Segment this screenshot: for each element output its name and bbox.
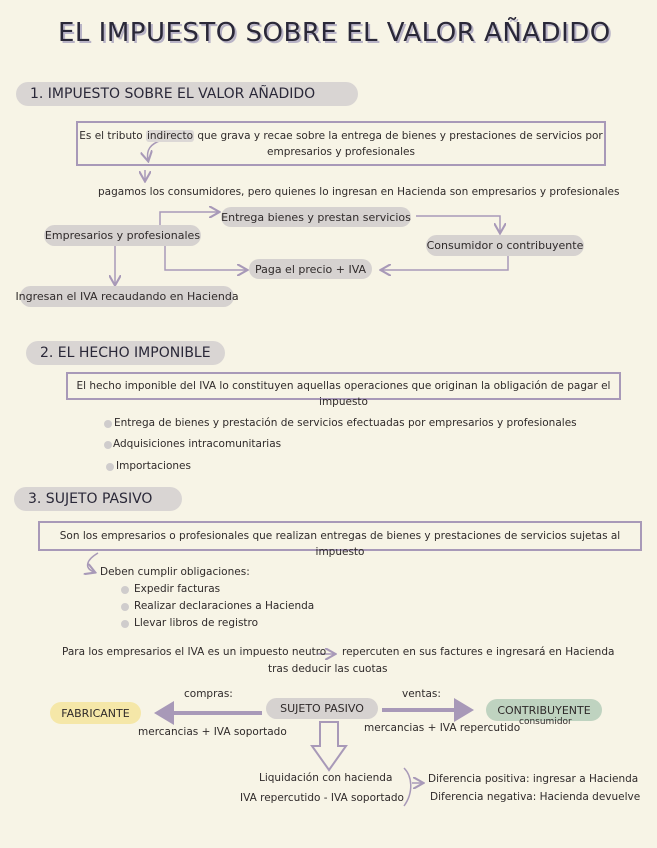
s1-definition-box bbox=[76, 121, 606, 166]
s3-neutro-c: tras deducir las cuotas bbox=[268, 663, 388, 675]
bracket-arrow bbox=[404, 768, 411, 806]
s1-def-pre: Es el tributo bbox=[79, 130, 146, 142]
s3-liquidacion: Liquidación con hacienda bbox=[259, 772, 393, 784]
s3-definition-box: Son los empresarios o profesionales que realizan entregas de bienes y prestaciones de servicios sujetas al impuesto bbox=[38, 521, 642, 551]
pill-empresarios: Empresarios y profesionales bbox=[44, 225, 201, 246]
pill-ingresan: Ingresan el IVA recaudando en Hacienda bbox=[20, 286, 234, 307]
pill-consumidor: Consumidor o contribuyente bbox=[426, 235, 584, 256]
s3-formula: IVA repercutido - IVA soportado bbox=[240, 792, 404, 804]
s2-bullet-1: Entrega de bienes y prestación de servicios efectuadas por empresarios y profesionales bbox=[114, 417, 577, 429]
s2-definition-box: El hecho imponible del IVA lo constituyen aquellas operaciones que originan la obligación de pagar el impuesto bbox=[66, 372, 621, 400]
curl-arrow-3 bbox=[88, 553, 98, 572]
s3-positiva: Diferencia positiva: ingresar a Hacienda bbox=[428, 773, 639, 785]
page-title: EL IMPUESTO SOBRE EL VALOR AÑADIDO bbox=[58, 18, 611, 48]
s2-bullet-3: Importaciones bbox=[116, 460, 191, 472]
pill-sujeto-pasivo: SUJETO PASIVO bbox=[266, 698, 378, 719]
section-3-heading: 3. SUJETO PASIVO bbox=[14, 487, 182, 511]
section-2-heading: 2. EL HECHO IMPONIBLE bbox=[26, 341, 225, 365]
s1-def-post: que grava y recae sobre la entrega de bienes y prestaciones de servicios por empresarios y profesionales bbox=[194, 130, 603, 158]
bullet-dot bbox=[106, 463, 114, 471]
pill-fabricante: FABRICANTE bbox=[50, 702, 141, 724]
bullet-dot bbox=[121, 586, 129, 594]
arrow-empresarios-paga bbox=[165, 246, 246, 270]
s3-negativa: Diferencia negativa: Hacienda devuelve bbox=[430, 791, 641, 803]
bullet-dot bbox=[104, 441, 112, 449]
s3-obligacion-2: Realizar declaraciones a Hacienda bbox=[134, 600, 315, 612]
s3-obligacion-3: Llevar libros de registro bbox=[134, 617, 259, 629]
s2-bullet-2: Adquisiciones intracomunitarias bbox=[113, 438, 282, 450]
pill-entrega: Entrega bienes y prestan servicios bbox=[221, 207, 411, 227]
section-1-heading: 1. IMPUESTO SOBRE EL VALOR AÑADIDO bbox=[16, 82, 358, 106]
s1-payers-text: pagamos los consumidores, pero quienes lo ingresan en Hacienda son empresarios y profesionales bbox=[98, 186, 620, 198]
s3-repercutido: mercancias + IVA repercutido bbox=[364, 722, 521, 734]
s3-obligacion-1: Expedir facturas bbox=[134, 583, 221, 595]
s3-deben-text: Deben cumplir obligaciones: bbox=[100, 566, 250, 578]
bullet-dot bbox=[121, 603, 129, 611]
s3-soportado: mercancias + IVA soportado bbox=[138, 726, 287, 738]
s1-def-highlight: indirecto bbox=[146, 130, 193, 142]
s3-compras-label: compras: bbox=[184, 688, 233, 700]
s3-neutro-b: repercuten en sus factures e ingresará en Hacienda bbox=[342, 646, 615, 658]
s3-consumidor-label: consumidor bbox=[519, 717, 572, 727]
pill-contribuyente: CONTRIBUYENTE bbox=[486, 699, 602, 721]
hollow-down-arrow bbox=[312, 722, 346, 770]
arrow-entrega-consumidor bbox=[416, 216, 500, 232]
s3-ventas-label: ventas: bbox=[402, 688, 441, 700]
arrow-consumidor-paga bbox=[382, 256, 508, 270]
pill-paga: Paga el precio + IVA bbox=[249, 259, 372, 279]
bullet-dot bbox=[121, 620, 129, 628]
s3-neutro-a: Para los empresarios el IVA es un impuesto neutro bbox=[62, 646, 327, 658]
bullet-dot bbox=[104, 420, 112, 428]
